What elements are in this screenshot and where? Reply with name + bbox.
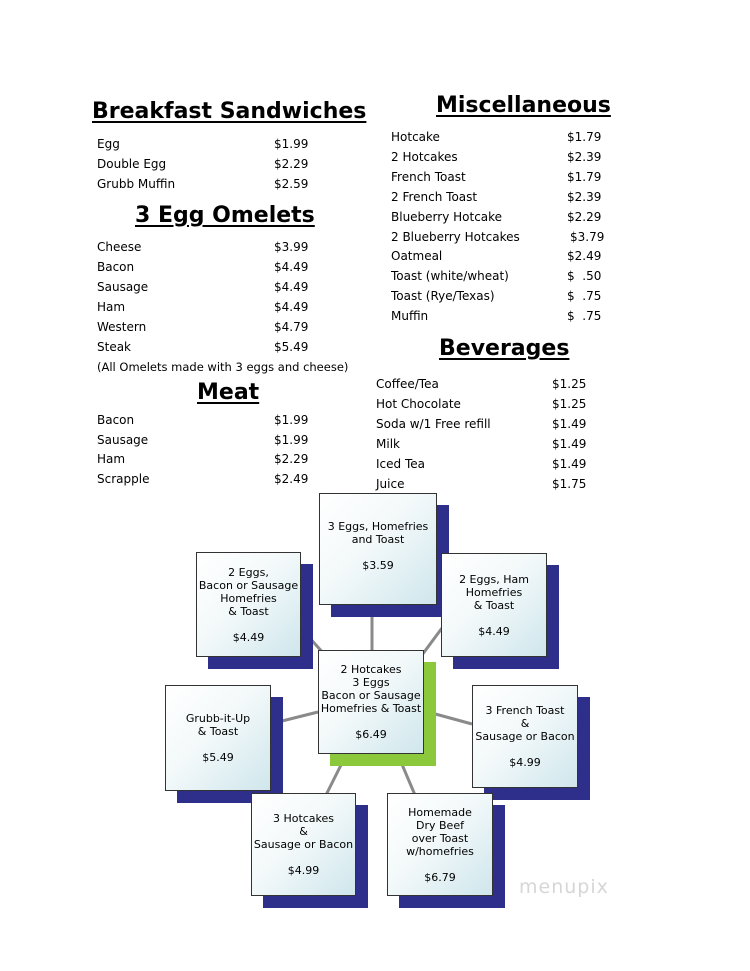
menupix-watermark: menupix (519, 876, 609, 898)
combo-description: 2 Eggs, Bacon or Sausage Homefries & Toast (198, 565, 299, 618)
combo-price: $4.99 (509, 756, 541, 769)
meat-heading: Meat (197, 380, 260, 405)
menu-item-price: $4.49 (274, 260, 309, 274)
menu-item-name: French Toast (391, 170, 466, 184)
connector-line (422, 628, 442, 655)
menu-item-price: $1.99 (274, 433, 309, 447)
menu-item-name: Coffee/Tea (376, 377, 439, 391)
menu-item-name: Toast (white/wheat) (391, 269, 509, 283)
menu-item-name: Toast (Rye/Texas) (391, 289, 495, 303)
menu-item-name: Western (97, 320, 147, 334)
menu-item-price: $2.29 (567, 210, 602, 224)
menu-item-price: $ .75 (567, 289, 602, 303)
menu-item-name: Sausage (97, 280, 149, 294)
menu-item-name: Muffin (391, 309, 429, 323)
menu-item-name: 2 Blueberry Hotcakes (391, 230, 520, 244)
combo-price: $4.99 (287, 864, 320, 877)
menu-item-price: $2.39 (567, 190, 602, 204)
menu-item-name: Blueberry Hotcake (391, 210, 503, 224)
menu-item-price: $1.79 (567, 130, 602, 144)
menu-item-price: $4.49 (274, 280, 309, 294)
menu-item-name: Ham (97, 300, 126, 314)
menu-item-price: $5.49 (274, 340, 309, 354)
menu-item-price: $4.49 (274, 300, 309, 314)
menu-item-price: $ .50 (567, 269, 602, 283)
beverages-heading: Beverages (439, 336, 570, 361)
combo-description: 2 Hotcakes 3 Eggs Bacon or Sausage Homefries & Toast (320, 663, 422, 715)
menu-item-price: $2.59 (274, 177, 309, 191)
menu-item-price: $3.99 (274, 240, 309, 254)
combo-hotcakes-sausage (251, 793, 356, 896)
combo-price: $4.49 (478, 624, 510, 638)
menu-item-name: Soda w/1 Free refill (376, 417, 491, 431)
menu-item-price: $4.79 (274, 320, 309, 334)
menu-item-price: $1.79 (567, 170, 602, 184)
menu-item-price: $2.49 (567, 249, 602, 263)
menu-item-price: $1.25 (552, 377, 587, 391)
combo-price: $3.59 (362, 559, 394, 572)
menu-item-price: $2.29 (274, 452, 309, 466)
combo-eggs-ham (441, 553, 547, 657)
combo-grubb-it-up (165, 685, 271, 791)
combo-price: $6.79 (424, 870, 456, 884)
combo-description: 3 Eggs, Homefries and Toast (327, 520, 429, 546)
miscellaneous-heading: Miscellaneous (436, 93, 611, 118)
menu-item-price: $2.29 (274, 157, 309, 171)
combo-dry-beef (387, 793, 493, 896)
menu-item-name: Oatmeal (391, 249, 443, 263)
menu-item-name: Grubb Muffin (97, 177, 176, 191)
omelets-heading: 3 Egg Omelets (135, 203, 315, 228)
menu-item-price: $1.99 (274, 413, 309, 427)
menu-item-name: Sausage (97, 433, 149, 447)
combo-description: 3 French Toast & Sausage or Bacon (475, 704, 575, 743)
menu-item-price: $1.75 (552, 477, 587, 491)
combo-description: 3 Hotcakes & Sausage or Bacon (253, 812, 354, 851)
menu-item-name: Bacon (97, 413, 135, 427)
combo-french-toast (472, 685, 578, 788)
menu-item-name: Iced Tea (376, 457, 425, 471)
menu-item-price: $2.39 (567, 150, 602, 164)
menu-item-name: Milk (376, 437, 400, 451)
menu-item-price: $1.49 (552, 417, 587, 431)
combo-price: $4.49 (232, 630, 265, 644)
menu-item-name: 2 French Toast (391, 190, 478, 204)
combo-eggs-bacon-sausage (196, 552, 301, 657)
combo-eggs-homefries-toast (319, 493, 437, 605)
menu-item-price: $ .75 (567, 309, 602, 323)
menu-item-name: Hotcake (391, 130, 440, 144)
menu-item-name: Double Egg (97, 157, 167, 171)
menu-item-price: $1.25 (552, 397, 587, 411)
menu-item-name: Ham (97, 452, 126, 466)
menu-item-name: Cheese (97, 240, 142, 254)
menu-item-name: Bacon (97, 260, 135, 274)
menu-item-name: Juice (376, 477, 405, 491)
combo-description: Grubb-it-Up & Toast (185, 712, 251, 738)
combo-price: $5.49 (202, 751, 234, 764)
combo-price: $6.49 (355, 728, 387, 741)
menu-item-name: Hot Chocolate (376, 397, 461, 411)
menu-item-price: $1.99 (274, 137, 309, 151)
omelets-note: (All Omelets made with 3 eggs and cheese) (97, 360, 349, 374)
combo-description: 2 Eggs, Ham Homefries & Toast (459, 572, 529, 612)
menu-item-price: $2.49 (274, 472, 309, 486)
menu-item-name: 2 Hotcakes (391, 150, 458, 164)
menu-item-price: $1.49 (552, 437, 587, 451)
breakfast-sandwiches-heading: Breakfast Sandwiches (92, 99, 367, 124)
menu-item-price: $3.79 (570, 230, 605, 244)
menu-item-name: Steak (97, 340, 132, 354)
menu-item-name: Scrapple (97, 472, 150, 486)
menu-item-name: Egg (97, 137, 120, 151)
combo-hotcakes-eggs (318, 650, 424, 754)
menu-item-price: $1.49 (552, 457, 587, 471)
combo-description: Homemade Dry Beef over Toast w/homefries (406, 805, 474, 858)
